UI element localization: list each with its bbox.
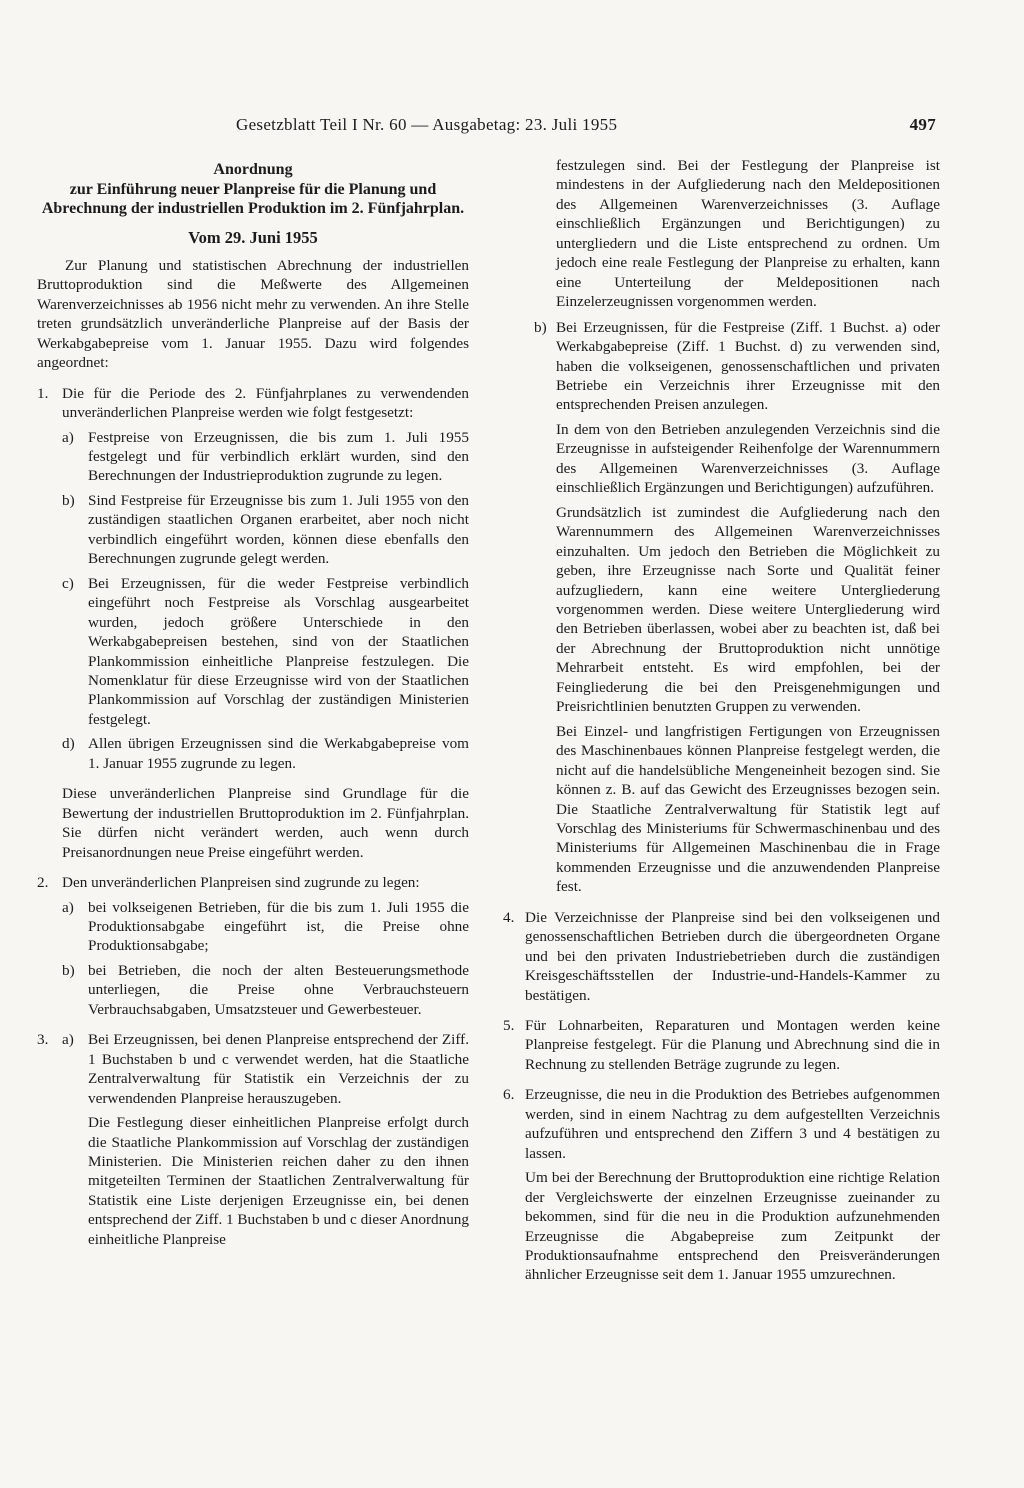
section-number: 6. — [503, 1086, 515, 1104]
section-6 — [503, 1085, 940, 1285]
subitem-label: c) — [62, 574, 74, 592]
section-text: Die Verzeichnisse der Planpreise sind bei den volkseigenen und genossenschaftlichen Betrieben durch die übergeordneten Organe und bei den privaten Industriebetrieben durch die zuständigen Kreisgeschäftsstellen der Industrie-und-Handels-Kammer zu bestätigen. — [525, 908, 940, 1004]
subitem-b — [62, 961, 469, 1019]
section-number: 2. — [37, 874, 49, 892]
section-text: Erzeugnisse, die neu in die Produktion des Betriebes aufgenommen werden, sind in einem Nachtrag zu dem aufgestellten Verzeichnis aufzuführen und entsprechend den Ziffern 3 und 4 bestätigen zu lassen. — [525, 1086, 940, 1162]
subitem-text-continued: Grundsätzlich ist zumindest die Aufgliederung nach den Warennummern des Allgemeinen Warenverzeichnisses einzuhalten. Um jedoch den Betrieben die Möglichkeit zu geben, ihre Erzeugnisse nach Sorte und Qualität feiner aufzugliedern, kann eine weitere Untergliederung vorgenommen werden. Diese weitere Untergliederung wird den Betrieben überlassen, wobei aber zu beachten ist, daß bei der Abrechnung der Bruttoproduktion nicht unnötige Mehrarbeit entsteht. Es wird empfohlen, bei der Feingliederung die bei den Preisgenehmigungen und Preisrichtlinien benutzten Gruppen zu verwenden. — [556, 503, 940, 716]
subitem-text-continued: In dem von den Betrieben anzulegenden Verzeichnis sind die Erzeugnisse in aufsteigender Reihenfolge der Warennummern des Allgemeinen Warenverzeichnisses (3. Auflage einschließlich Ergänzungen und Berichtigungen) aufzuführen. — [556, 420, 940, 497]
section-3 — [37, 1030, 469, 1249]
subitem-b — [62, 491, 469, 569]
subitem-text: bei volkseigenen Betrieben, für die bis zum 1. Juli 1955 die Produktionsabgabe eingeführt ist, die Preise ohne Produktionsabgabe; — [88, 898, 469, 955]
page-number: 497 — [909, 115, 936, 134]
section-number: 4. — [503, 908, 515, 926]
ordinance-title: Anordnung zur Einführung neuer Planpreise für die Planung und Abrechnung der industriellen Produktion im 2. Fünfjahrplan. — [41, 161, 465, 217]
subitem-label: a) — [62, 428, 74, 446]
subitem-a — [62, 1030, 469, 1249]
section-2 — [37, 873, 469, 1019]
section-4 — [503, 908, 940, 1005]
subitem-c — [62, 574, 469, 730]
section-text: Für Lohnarbeiten, Reparaturen und Montagen werden keine Planpreise festgelegt. Für die Planung und Abrechnung sind die in Rechnung zu stellenden Beträge zugrunde zu legen. — [525, 1017, 940, 1073]
section-1 — [37, 384, 469, 862]
section-number: 1. — [37, 384, 49, 402]
subitem-text-continued: Bei Einzel- und langfristigen Fertigungen von Erzeugnissen des Maschinenbaues können Planpreise festgelegt werden, die nicht auf die handelsübliche Mengeneinheit bezogen sind. Sie können z. B. auf das Gewicht des Erzeugnisses bezogen sein. Die Staatliche Zentralverwaltung für Statistik legt auf Vorschlag des Ministeriums für Schwermaschinenbau und des Ministeriums für Allgemeinen Maschinenbau die in Frage kommenden Erzeugnisse und die anzuwendenden Planpreise fest. — [556, 722, 940, 896]
subitem-a — [62, 428, 469, 486]
subitem-text: Festpreise von Erzeugnissen, die bis zum 1. Juli 1955 festgelegt und für verbindlich erklärt wurden, sind den Berechnungen der Industrieproduktion zugrunde zu legen. — [88, 428, 469, 485]
subitem-text: Bei Erzeugnissen, bei denen Planpreise entsprechend der Ziff. 1 Buchstaben b und c verwendet werden, hat die Staatliche Zentralverwaltung für Statistik ein Verzeichnis der zu verwendenden Planpreise herauszugeben. — [88, 1031, 469, 1107]
header-title: Gesetzblatt Teil I Nr. 60 — Ausgabetag: 23. Juli 1955 — [236, 115, 618, 134]
subitem-text: Sind Festpreise für Erzeugnisse bis zum 1. Juli 1955 von den zuständigen staatlichen Organen erarbeitet, aber noch nicht verbindlich eingeführt worden, können diese ebenfalls den Berechnungen zugrunde gelegt werden. — [88, 491, 469, 568]
page-header — [236, 115, 936, 135]
subitem-label: a) — [62, 1031, 74, 1049]
subitem-label: b) — [62, 491, 75, 509]
section-closing: Diese unveränderlichen Planpreise sind Grundlage für die Bewertung der industriellen Bruttoproduktion im 2. Fünfjahrplan. Sie dürfen nicht verändert werden, auch wenn durch Preisanordnungen neue Preise eingeführt werden. — [62, 785, 469, 861]
subitem-text-continued: Die Festlegung dieser einheitlichen Planpreise erfolgt durch die Staatliche Plankommission auf Vorschlag der zuständigen Ministerien. Die Ministerien reichen daher zu den ihnen mitgeteilten Terminen der Staatlichen Zentralverwaltung für Statistik eine Liste derjenigen Erzeugnisse ein, bei denen entsprechend der Ziff. 1 Buchstaben b und c dieser Anordnung einheitliche Planpreise — [88, 1114, 469, 1248]
subitem-text: bei Betrieben, die noch der alten Besteuerungsmethode unterliegen, die Preise ohne Verbrauchsteuern Verbrauchsabgaben, Umsatzsteuer und Gewerbesteuer. — [88, 961, 469, 1018]
left-column — [37, 156, 469, 1249]
intro-paragraph: Zur Planung und statistischen Abrechnung der industriellen Bruttoproduktion sind die Meßwerte des Allgemeinen Warenverzeichnisses ab 1956 nicht mehr zu verwenden. An ihre Stelle treten grundsätzlich unveränderliche Planpreise auf der Basis der Werkabgabepreise vom 1. Januar 1955. Dazu wird folgendes angeordnet: — [37, 256, 469, 372]
subitem-text: Bei Erzeugnissen, für die Festpreise (Ziff. 1 Buchst. a) oder Werkabgabepreise (Ziff. 1 Buchst. d) zu verwenden sind, haben die volkseigenen, genossenschaftlichen und privaten Betriebe ein Verzeichnis ihrer Erzeugnisse mit den entsprechenden Preisen anzulegen. — [556, 318, 940, 414]
subitem-label: d) — [62, 735, 75, 753]
subitem-label: b) — [534, 318, 547, 336]
section-number: 3. — [37, 1031, 49, 1049]
subitem-a — [62, 898, 469, 956]
subitem-label: a) — [62, 898, 74, 916]
right-column — [503, 156, 940, 1285]
subitem-d — [62, 734, 469, 773]
section-number: 5. — [503, 1017, 515, 1035]
subitem-text: Allen übrigen Erzeugnissen sind die Werkabgabepreise vom 1. Januar 1955 zugrunde zu legen. — [88, 735, 469, 772]
section-5 — [503, 1016, 940, 1074]
ordinance-date: Vom 29. Juni 1955 — [188, 227, 318, 247]
subitem-b — [503, 318, 940, 897]
section-text: Den unveränderlichen Planpreisen sind zugrunde zu legen: — [62, 874, 420, 892]
section-text: Die für die Periode des 2. Fünfjahrplanes zu verwendenden unveränderlichen Planpreise werden wie folgt festgesetzt: — [62, 384, 469, 422]
continued-paragraph: festzulegen sind. Bei der Festlegung der Planpreise ist mindestens in der Aufgliederung nach den Meldepositionen des Allgemeinen Warenverzeichnisses (3. Auflage einschließlich Ergänzungen und Berichtigungen) zu untergliedern und die Liste entsprechend zu ordnen. Um jedoch eine reale Festlegung der Planpreise zu erhalten, kann eine Unterteilung der Meldepositionen nach Einzelerzeugnissen vorgenommen werden. — [556, 157, 940, 311]
subitem-text: Bei Erzeugnissen, für die weder Festpreise verbindlich eingeführt noch Festpreise als Vorschlag ausgearbeitet wurden, jedoch größere Unterschiede in den Werkabgabepreisen bestehen, sind von der Staatlichen Plankommission einheitliche Planpreise festzulegen. Die Nomenklatur für diese Erzeugnisse wird von der Staatlichen Plankommission auf Vorschlag der zuständigen Ministerien festgelegt. — [88, 574, 469, 728]
subitem-label: b) — [62, 961, 75, 979]
section-text-continued: Um bei der Berechnung der Bruttoproduktion eine richtige Relation der Vergleichswerte der einzelnen Erzeugnisse zueinander zu bekommen, sind für die neu in die Produktion aufzunehmenden Erzeugnisse die Abgabepreise zum Zeitpunkt der Produktionsaufnahme entsprechend den Preisveränderungen ähnlicher Erzeugnisse seit dem 1. Januar 1955 umzurechnen. — [525, 1169, 940, 1284]
